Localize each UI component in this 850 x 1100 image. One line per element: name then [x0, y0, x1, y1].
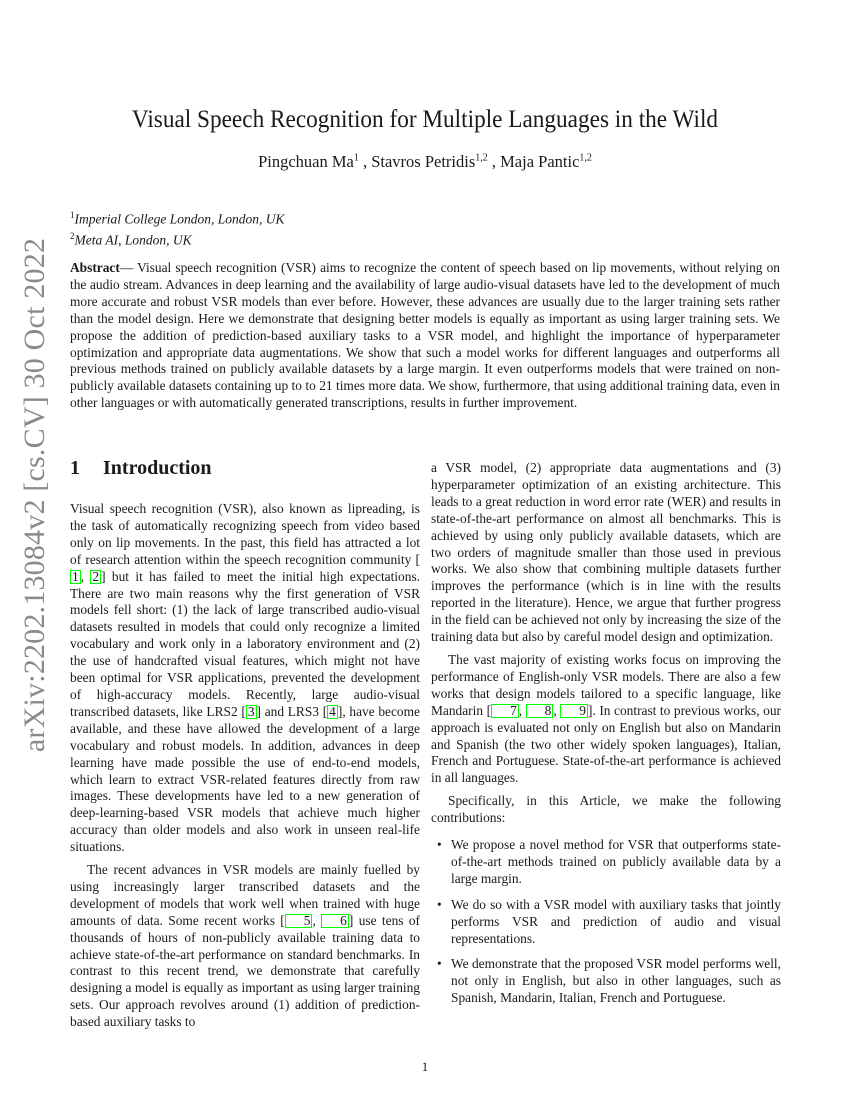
intro-paragraph-1: Visual speech recognition (VSR), also known as lipreading, is the task of automatically recognizing speech from video based only on lip movements. In the past, this field has attracted a lot of research attention within the speech recognition community [1 , 2 ] but it has failed to meet the initial high expectations. There are two main reasons why the first generation of VSR models fell short: (1) the lack of large transcribed audio-visual datasets resulted in models that could only recognize a limited vocabulary and work only in a laboratory environment and (2) the use of handcrafted visual features, which might not have been optimal for VSR applications, prevented the development of high-accuracy models. Recently, large audio-visual transcribed datasets, like LRS2 [ 3 ] and LRS3 [ 4 ], have become available, and these have allowed the development of a large vocabulary and robust models. In addition, advances in deep learning have made possible the use of end-to-end models, which learn to extract VSR-related features directly from raw images. These developments have led to a new generation of deep-learning-based VSR models that achieve much higher accuracy than older models and also work in unseen real-life situations. — [70, 501, 421, 855]
right-column — [431, 460, 781, 1016]
affiliations — [70, 207, 285, 248]
citation-link[interactable]: 7 — [491, 704, 519, 718]
citation-link[interactable]: 1 — [72, 568, 79, 584]
author-affiliation-mark: 1,2 — [475, 152, 488, 164]
citation-link[interactable]: 5 — [285, 914, 313, 928]
contributions-list — [431, 837, 781, 1007]
section-number: 1 — [70, 457, 80, 479]
author-name: Maja Pantic — [500, 152, 580, 171]
arxiv-identifier-stamp — [15, 237, 55, 753]
author-affiliation-mark: 1,2 — [579, 152, 592, 164]
paper-title: Visual Speech Recognition for Multiple Languages in the Wild — [131, 106, 719, 133]
arxiv-identifier-text: arXiv:2202.13084v2 [cs.CV] 30 Oct 2022 — [18, 237, 51, 753]
contribution-item: • We propose a novel method for VSR that outperforms state-of-the-art methods trained on publicly available data by a large margin. — [437, 837, 781, 886]
author-affiliation-mark: 1 — [353, 152, 359, 164]
contribution-item: • We demonstrate that the proposed VSR model performs well, not only in English, but also in other languages, such as Spanish, Mandarin, Italian, French and Portuguese. — [437, 956, 781, 1006]
bullet-icon: • — [437, 837, 442, 853]
bullet-icon: • — [437, 956, 442, 972]
author-name: Stavros Petridis — [371, 152, 476, 171]
citation-link[interactable]: 6 — [321, 914, 349, 928]
citation-link[interactable]: 3 — [247, 703, 255, 719]
section-heading — [70, 455, 420, 481]
citation-link[interactable]: 2 — [92, 568, 100, 584]
author-name: Pingchuan Ma — [258, 152, 354, 171]
intro-paragraph-2: The recent advances in VSR models are mainly fuelled by using increasingly larger transcribed datasets and the development of models that work well when trained with huge amounts of data. Some recent works [ 5 , 6 ] use tens of thousands of hours of non-publicly available training data to achieve state-of-the-art performance on standard benchmarks. In contrast to this recent trend, we demonstrate that carefully designing a model is equally as important as using larger training sets. Our approach revolves around (1) addition of prediction-based auxiliary tasks to — [70, 862, 420, 1030]
contribution-item: • We do so with a VSR model with auxiliary tasks that jointly performs VSR and prediction of audio and visual representations. — [437, 896, 781, 946]
citation-link[interactable]: 8 — [526, 704, 554, 718]
abstract: Abstract— Visual speech recognition (VSR) aims to recognize the content of speech based on lip movements, without relying on the audio stream. Advances in deep learning and the availability of large audio-visual datasets have led to the development of much more accurate and robust VSR models than ever before. However, these advances are usually due to the larger training sets rather than the model design. Here we demonstrate that designing better models is equally as important as using larger training sets. We propose the addition of prediction-based auxiliary tasks to a VSR model, and highlight the importance of hyperparameter optimization and appropriate data augmentations. We show that such a model works for different languages and outperforms all previous methods trained on publicly available datasets by a large margin. It even outperforms models that were trained on non-publicly available datasets containing up to to 21 times more data. We show, furthermore, that using additional training data, even in other languages or with automatically generated transcriptions, results in further improvement. — [70, 260, 780, 411]
intro-paragraph-2-continued: a VSR model, (2) appropriate data augmentations and (3) hyperparameter optimization of an existing architecture. This leads to a great reduction in word error rate (WER) and results in state-of-the-art performance on almost all benchmarks. This is achieved by using only publicly available datasets, which are two orders of magnitude smaller than those used in previous works. We also show that combining multiple datasets further improves the performance (which is in line with the results reported in the literature). Hence, we argue that further progress in the field can be achieved not only by increasing the size of the training data but also by careful model design and optimization. — [431, 460, 781, 645]
abstract-label: Abstract — [70, 260, 120, 275]
page-number: 1 — [421, 1059, 429, 1074]
citation-link[interactable]: 4 — [329, 703, 336, 719]
left-column — [70, 455, 420, 1031]
affiliation-item: $^1$Imperial College London, London, UK — [70, 210, 285, 227]
section-title: Introduction — [103, 457, 212, 479]
affiliation-item: $^2$Meta AI, London, UK — [70, 230, 192, 247]
bullet-icon: • — [437, 896, 442, 912]
intro-paragraph-3: The vast majority of existing works focus on improving the performance of English-only VSR models. There are also a few works that design models tailored to a specific language, like Mandarin [ 7 , 8 , 9 ]. In contrast to previous works, our approach is evaluated not only on English but also on Mandarin and Spanish (the two other widely spoken languages), Italian, French and Portuguese. State-of-the-art performance is achieved in all languages. — [431, 651, 781, 786]
author-list: Pingchuan Ma$^1$ , Stavros Petridis$^{1,2}$ , Maja Pantic$^{1,2}$ — [258, 152, 592, 171]
intro-paragraph-4: Specifically, in this Article, we make the following contributions: — [431, 793, 781, 826]
abstract-text: Visual speech recognition (VSR) aims to recognize the content of speech based on lip movements, without relying on the audio stream. Advances in deep learning and the availability of large audio-visual datasets have led to the development of much more accurate and robust VSR models than ever before. However, these advances are usually due to the larger training sets rather than the model design. Here we demonstrate that designing better models is equally as important as using larger training sets. We propose the addition of prediction-based auxiliary tasks to a VSR model, and highlight the importance of hyperparameter optimization and appropriate data augmentations. We show that such a model works for different languages and outperforms all previous methods trained on publicly available datasets by a large margin. It even outperforms models that were trained on non-publicly available datasets containing up to to 21 times more data. We show, furthermore, that using additional training data, even in other languages or with automatically generated transcriptions, results in further improvement. — [70, 260, 780, 411]
citation-link[interactable]: 9 — [560, 704, 588, 718]
